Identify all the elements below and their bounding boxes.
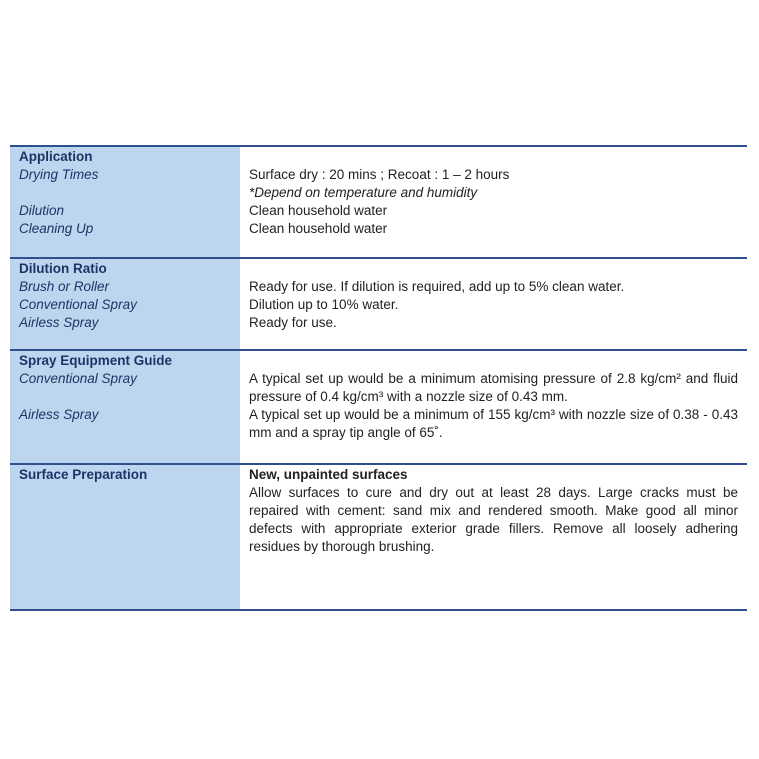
value-dilution: Clean household water xyxy=(249,203,388,218)
value-conventional-spray: Dilution up to 10% water. xyxy=(249,297,399,312)
label-drying-times: Drying Times xyxy=(19,167,99,182)
section-heading: Spray Equipment Guide xyxy=(19,353,173,368)
value-cleaning-up: Clean household water xyxy=(249,221,388,236)
value-brush-roller: Ready for use. If dilution is required, add up to 5% clean water. xyxy=(249,279,625,294)
section-heading: Surface Preparation xyxy=(19,467,148,482)
section-surface-preparation xyxy=(10,465,747,611)
value-surface-preparation: Allow surfaces to cure and dry out at least 28 days. Large cracks must be repaired with cement: sand mix and rendered smooth. Make good all minor defects with appropriate exterior grade fillers. Remove all loosely adhering residues by thorough brushing. xyxy=(249,485,738,554)
section-labels xyxy=(10,351,240,463)
section-heading: Dilution Ratio xyxy=(19,261,107,276)
label-dilution: Dilution xyxy=(19,203,65,218)
value-drying-note: *Depend on temperature and humidity xyxy=(249,185,478,200)
spacer xyxy=(249,148,738,166)
value-drying-times: Surface dry : 20 mins ; Recoat : 1 – 2 hours xyxy=(249,167,510,182)
label-conventional-spray: Conventional Spray xyxy=(19,371,137,386)
section-application xyxy=(10,147,747,259)
label-airless-spray: Airless Spray xyxy=(19,315,99,330)
section-dilution-ratio xyxy=(10,259,747,351)
section-values xyxy=(240,465,747,609)
label-airless-spray: Airless Spray xyxy=(19,407,99,422)
section-values xyxy=(240,147,747,257)
section-labels xyxy=(10,465,240,609)
spacer xyxy=(19,184,232,202)
application-spec-table xyxy=(10,145,747,611)
value-conventional-spray: A typical set up would be a minimum atomising pressure of 2.8 kg/cm² and fluid pressure of 0.4 kg/cm³ with a nozzle size of 0.43 mm. xyxy=(249,371,738,404)
section-spray-equipment-guide xyxy=(10,351,747,465)
value-airless-spray: A typical set up would be a minimum of 155 kg/cm³ with nozzle size of 0.38 - 0.43 mm and a spray tip angle of 65˚. xyxy=(249,407,738,440)
spacer xyxy=(249,260,738,278)
label-brush-roller: Brush or Roller xyxy=(19,279,110,294)
value-airless-spray: Ready for use. xyxy=(249,315,337,330)
section-heading: Application xyxy=(19,149,93,164)
section-labels xyxy=(10,147,240,257)
section-labels xyxy=(10,259,240,349)
spacer xyxy=(249,352,738,370)
label-cleaning-up: Cleaning Up xyxy=(19,221,94,236)
section-values xyxy=(240,259,747,349)
spacer xyxy=(19,388,232,406)
label-conventional-spray: Conventional Spray xyxy=(19,297,137,312)
section-values xyxy=(240,351,747,463)
subheading-new-surfaces: New, unpainted surfaces xyxy=(249,467,408,482)
